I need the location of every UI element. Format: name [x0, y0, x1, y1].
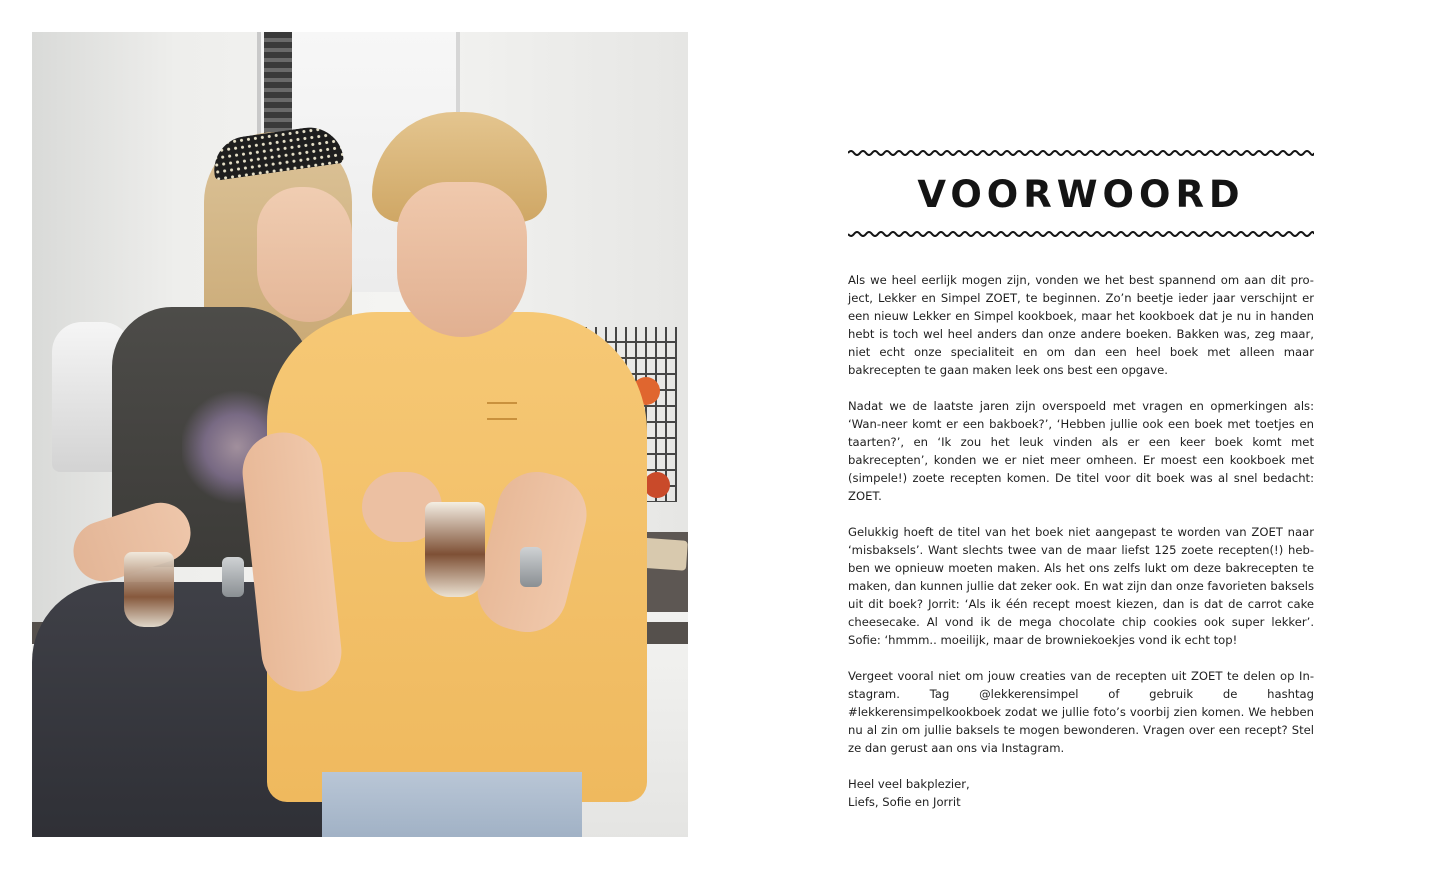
foreword-column — [848, 146, 1314, 811]
photo-shirt-logo — [487, 402, 517, 420]
page-title: VOORWOORD — [917, 173, 1245, 216]
kitchen-photo — [32, 32, 688, 837]
signoff-line-2: Liefs, Sofie en Jorrit — [848, 795, 961, 809]
photo-man-dessert-cup — [425, 502, 485, 597]
foreword-body — [848, 271, 1314, 811]
foreword-paragraph: Gelukkig hoeft de titel van het boek niet aangepast te worden van ZOET naar ‘misbaksels’. Want slechts twee van de maar liefst 125 zoete recepten(!) heb-ben we opnieuw moeten maken. Als het ons zelfs lukt om deze bakrecepten te maken, dan kunnen jullie dat zeker ook. En wat zijn dan onze favorieten baksels uit dit boek? Jorrit: ‘Als ik één recept moest kiezen, dan is dat de carrot cake cheesecake. Al vond ik de mega chocolate chip cookies ook super lekker’. Sofie: ‘hmmm.. moeilijk, maar de browniekoekjes vond ik echt top! — [848, 525, 1314, 647]
photo-fruit — [644, 472, 670, 498]
foreword-paragraph: Als we heel eerlijk mogen zijn, vonden we het best spannend om aan dit pro-ject, Lekker en Simpel ZOET, te beginnen. Zo’n beetje ieder jaar verschijnt er een nieuw Lekker en Simpel kookboek, maar het kookboek dat je nu in handen hebt is toch wel heel anders dan onze andere boeken. Bakken was, zeg maar, niet echt onze specialiteit en om dan een heel boek met alleen maar bakrecepten te gaan maken leek ons best een opgave. — [848, 273, 1314, 377]
wavy-divider-bottom — [848, 229, 1314, 241]
photo-man-jeans — [322, 772, 582, 837]
photo-man-watch — [520, 547, 542, 587]
photo-woman-dessert-cup — [124, 552, 174, 627]
photo-man-face — [397, 182, 527, 337]
foreword-paragraph: Vergeet vooral niet om jouw creaties van de recepten uit ZOET te delen op In-stagram. Tag @lekkerensimpel of gebruik de hashtag #lekkerensimpelkookboek zodat we jullie foto’s voorbij zien komen. We hebben nu al zin om jullie baksels te mogen bewonderen. Vragen over een recept? Stel ze dan gerust aan ons via Instagram. — [848, 669, 1314, 755]
photo-woman-watch — [222, 557, 244, 597]
foreword-paragraph: Nadat we de laatste jaren zijn overspoeld met vragen en opmerkingen als: ‘Wan-neer komt er een bakboek?’, ‘Hebben jullie ook een boek met toetjes en taarten?’, en ‘Ik zou het leuk vinden als er een keer boek komt met bakrecepten’, konden we er niet meer omheen. Er moest een kookboek met (simpele!) zoete recepten komen. De titel voor dit boek was al snel bedacht: ZOET. — [848, 399, 1314, 503]
wavy-divider-top — [848, 146, 1314, 158]
photo-woman-face — [257, 187, 352, 322]
signoff-line-1: Heel veel bakplezier, — [848, 777, 970, 791]
signoff — [848, 775, 1314, 811]
